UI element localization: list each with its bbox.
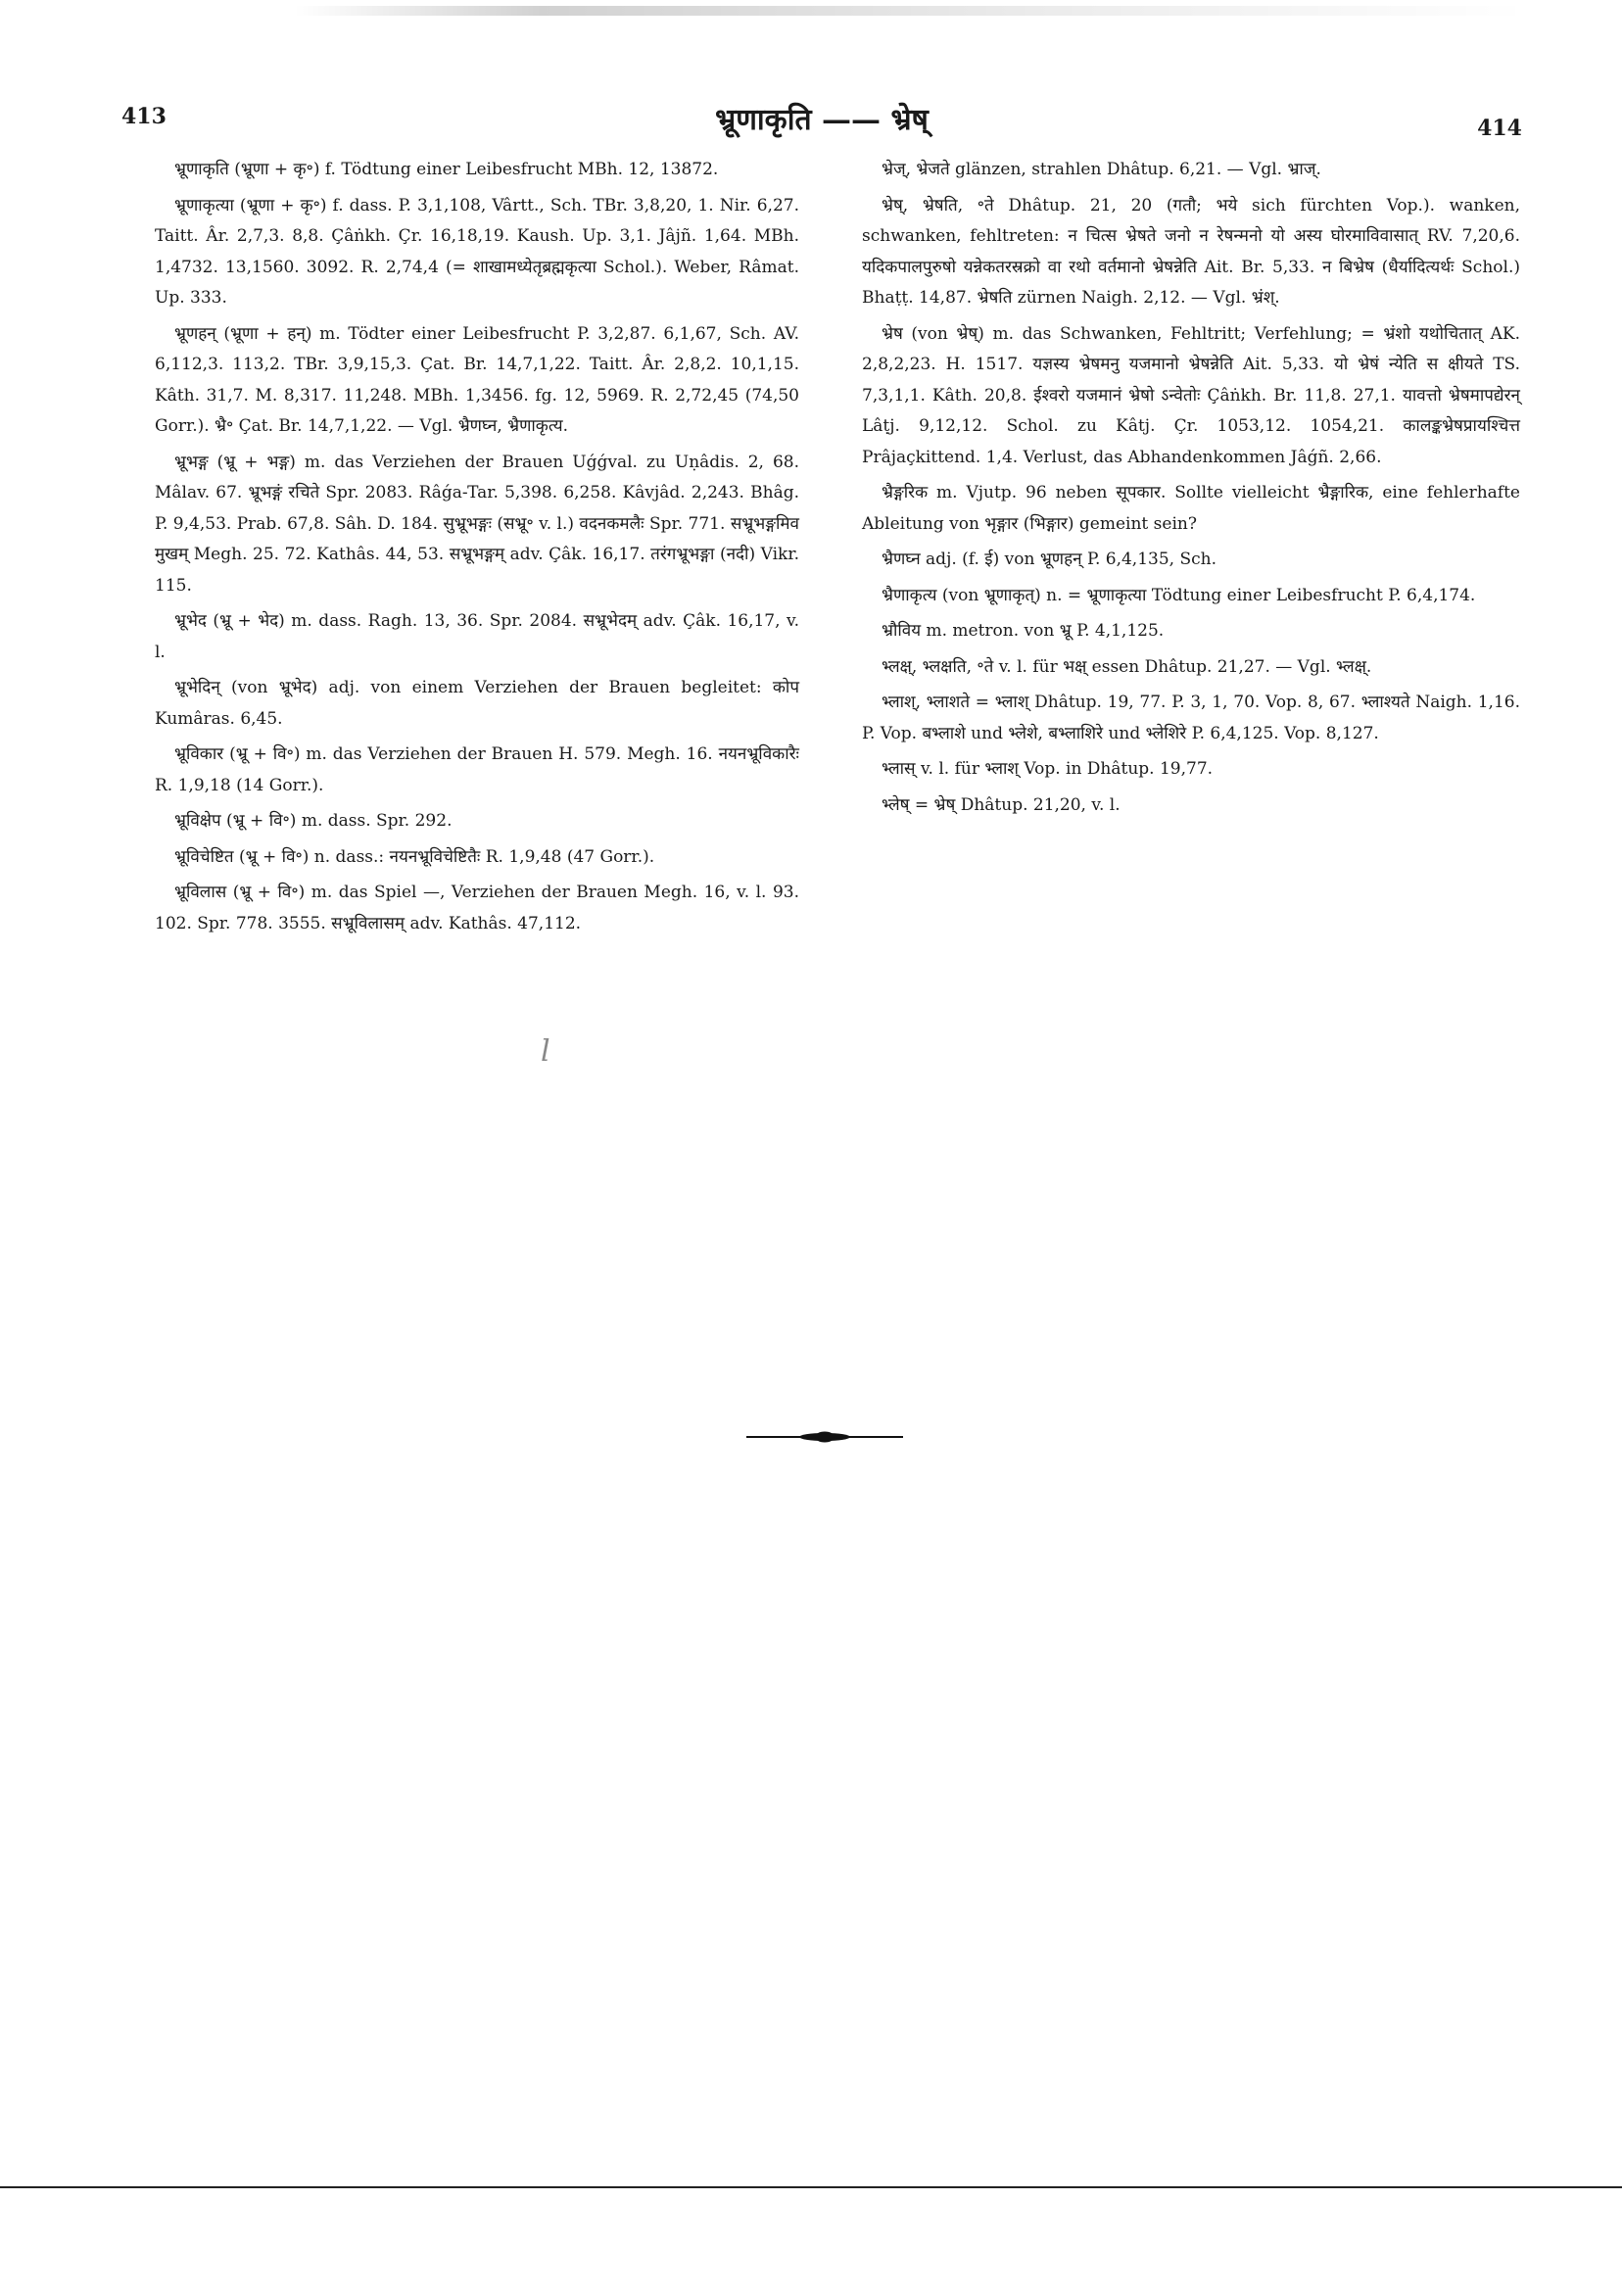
dictionary-entry: भ्लास् v. l. für भ्लाश् Vop. in Dhâtup. 19,77.	[882, 759, 1214, 779]
bottom-rule	[0, 2186, 1622, 2188]
dictionary-entry: भ्रूभङ्ग (भ्रू + भङ्ग) m. das Verziehen der Brauen Uǵǵval. zu Uṇâdis. 2, 68. Mâlav. 67. भ्रूभङ्गं रचिते Spr. 2083. Râǵa-Tar. 5,398. 6,258. Kâvjâd. 2,243. Bhâg. P. 9,4,53. Prab. 67,8. Sâh. D. 184. सुभ्रूभङ्गः (सभ्रू॰ v. l.) वदनकमलैः Spr. 771. सभ्रूभङ्गमिव मुखम् Megh. 25. 72. Kathâs. 44, 53. सभ्रूभङ्गम् adv. Çâk. 16,17. तरंगभ्रूभङ्गा (नदी) Vikr. 115.	[155, 452, 799, 596]
page-header	[121, 98, 1522, 141]
dictionary-entry: भ्रैणघ्न adj. (f. ई) von भ्रूणहन् P. 6,4,135, Sch.	[882, 550, 1216, 569]
page-number-left: 413	[121, 104, 167, 129]
dictionary-entry: भ्रैङ्गरिक m. Vjutp. 96 neben सूपकार. Sollte vielleicht भ्रैङ्गारिक, eine fehlerhafte Ableitung von भृङ्गार (भिङ्गार) gemeint sein?	[862, 483, 1520, 534]
page-number-right: 414	[1477, 116, 1522, 141]
right-column	[862, 155, 1520, 826]
dictionary-entry: भ्लक्ष्, भ्लक्षति, ॰ते v. l. für भक्ष् essen Dhâtup. 21,27. — Vgl. भ्लक्ष्.	[882, 656, 1372, 677]
dictionary-entry: भ्रूविचेष्टित (भ्रू + वि॰) n. dass.: नयनभ्रूविचेष्टितैः R. 1,9,48 (47 Gorr.).	[174, 846, 655, 867]
running-title: भ्रूणाकृति —— भ्रेष्	[715, 103, 929, 137]
dictionary-entry: भ्लेष् = भ्रेष् Dhâtup. 21,20, v. l.	[882, 794, 1121, 815]
dictionary-entry: भ्रूविलास (भ्रू + वि॰) m. das Spiel —, Verziehen der Brauen Megh. 16, v. l. 93. 102. Spr. 778. 3555. सभ्रूविलासम् adv. Kathâs. 47,112.	[155, 883, 799, 933]
dictionary-entry: भ्रौविय m. metron. von भ्रू P. 4,1,125.	[882, 621, 1165, 641]
dictionary-entry: भ्रेज्, भ्रेजते glänzen, strahlen Dhâtup. 6,21. — Vgl. भ्राज्.	[882, 160, 1321, 179]
dictionary-entry: भ्रेष्, भ्रेषति, ॰ते Dhâtup. 21, 20 (गतौ; भये sich fürchten Vop.). wanken, schwanken, fehltreten: न चित्स भ्रेषते जनो न रेषन्मनो यो अस्य घोरमाविवासात् RV. 7,20,6. यदिकपालपुरुषो यन्नेकतरस्रक्रो वा रथो वर्तमानो भ्रेषन्नेति Ait. Br. 5,33. न बिभ्रेष (धैर्यादित्यर्थः Schol.) Bhaṭṭ. 14,87. भ्रेषति zürnen Naigh. 2,12. — Vgl. भ्रंश्.	[862, 195, 1520, 308]
scan-edge-smudge	[294, 6, 1528, 16]
dictionary-entry: भ्रूणाकृति (भ्रूणा + कृ॰) f. Tödtung einer Leibesfrucht MBh. 12, 13872.	[174, 160, 719, 179]
dictionary-entry: भ्रूभेद (भ्रू + भेद) m. dass. Ragh. 13, 36. Spr. 2084. सभ्रूभेदम् adv. Çâk. 16,17, v. l.	[155, 611, 799, 662]
left-column	[155, 155, 799, 944]
dictionary-entry: भ्रूणाकृत्या (भ्रूणा + कृ॰) f. dass. P. 3,1,108, Vârtt., Sch. TBr. 3,8,20, 1. Nir. 6,27. Taitt. Âr. 2,7,3. 8,8. Çâṅkh. Çr. 16,18,19. Kaush. Up. 3,1. Jâjñ. 1,64. MBh. 1,4732. 13,1560. 3092. R. 2,74,4 (= शाखामध्येतृब्रह्मकृत्या Schol.). Weber, Râmat. Up. 333.	[155, 195, 799, 308]
stray-pencil-mark: l	[541, 1034, 550, 1069]
dictionary-entry: भ्रूविक्षेप (भ्रू + वि॰) m. dass. Spr. 292.	[174, 811, 453, 831]
dictionary-entry: भ्रूणहन् (भ्रूणा + हन्) m. Tödter einer Leibesfrucht P. 3,2,87. 6,1,67, Sch. AV. 6,112,3. 113,2. TBr. 3,9,15,3. Çat. Br. 14,7,1,22. Taitt. Âr. 2,8,2. 10,1,15. Kâth. 31,7. M. 8,317. 11,248. MBh. 1,3456. fg. 12, 5969. R. 2,72,45 (74,50 Gorr.). भ्रै॰ Çat. Br. 14,7,1,22. — Vgl. भ्रैणघ्न, भ्रैणाकृत्य.	[155, 323, 799, 436]
dictionary-entry: भ्रैणाकृत्य (von भ्रूणाकृत्) n. = भ्रूणाकृत्या Tödtung einer Leibesfrucht P. 6,4,174.	[882, 585, 1476, 605]
dictionary-entry: भ्रूभेदिन् (von भ्रूभेद) adj. von einem Verziehen der Brauen begleitet: कोप Kumâras. 6,45.	[155, 678, 799, 729]
dictionary-entry: भ्रेष (von भ्रेष्) m. das Schwanken, Fehltritt; Verfehlung; = भ्रंशो यथोचितात् AK. 2,8,2,23. H. 1517. यज्ञस्य भ्रेषमनु यजमानो भ्रेषन्नेति Ait. 5,33. यो भ्रेषं न्येति स क्षीयते TS. 7,3,1,1. Kâth. 20,8. ईश्वरो यजमानं भ्रेषो ऽन्वेतोः Çâṅkh. Br. 11,8. 27,1. यावत्तो भ्रेषमापद्येरन् Lâṭj. 9,12,12. Schol. zu Kâtj. Çr. 1053,12. 1054,21. कालङ्कभ्रेषप्रायश्चित्त Prâjaçkittend. 1,4. Verlust, das Abhandenkommen Jâǵñ. 2,66.	[862, 323, 1520, 467]
end-ornament	[746, 1431, 903, 1443]
dictionary-entry: भ्रूविकार (भ्रू + वि॰) m. das Verziehen der Brauen H. 579. Megh. 16. नयनभ्रूविकारैः R. 1,9,18 (14 Gorr.).	[155, 744, 799, 795]
dictionary-entry: भ्लाश्, भ्लाशते = भ्लाश् Dhâtup. 19, 77. P. 3, 1, 70. Vop. 8, 67. भ्लाश्यते Naigh. 1,16. P. Vop. बभ्लाशे und भ्लेशे, बभ्लाशिरे und भ्लेशिरे P. 6,4,125. Vop. 8,127.	[862, 693, 1520, 743]
